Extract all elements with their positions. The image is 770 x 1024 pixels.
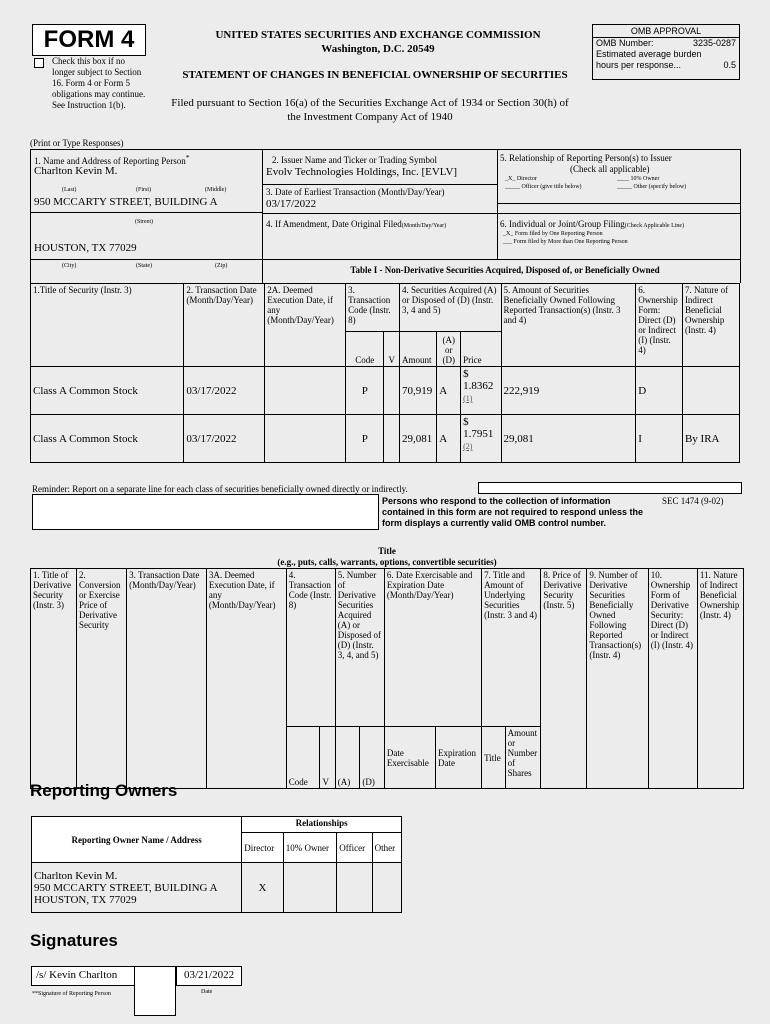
t1-r1-footnote[interactable]: (2) — [463, 442, 473, 451]
owners-director-col: Director — [242, 833, 283, 863]
omb-approval-box — [592, 24, 740, 80]
relationship-sub: (Check all applicable) — [570, 164, 650, 174]
notice-box — [32, 494, 379, 530]
t1-r1-code: P — [346, 415, 384, 463]
t1-r0-code: P — [346, 367, 384, 415]
owner-name: Charlton Kevin M. — [34, 869, 118, 882]
signature-spacer — [134, 966, 176, 1016]
table2-title-line: Title — [378, 546, 396, 556]
reporting-person-street: 950 MCCARTY STREET, BUILDING A — [34, 196, 218, 208]
omb-hours: 0.5 — [723, 60, 736, 70]
t1-r1-ad: A — [437, 415, 461, 463]
omb-number-label: OMB Number: — [596, 38, 654, 48]
state-label: (State) — [136, 263, 152, 269]
t1-h2a: 2A. Deemed Execution Date, if any (Month/Day/Year) — [265, 284, 346, 367]
owners-table — [31, 816, 402, 913]
t2-h6: 6. Date Exercisable and Expiration Date (Month/Day/Year) — [384, 569, 481, 727]
rel-director: _X_ Director — [505, 176, 537, 182]
t1-h3: 3. Transaction Code (Instr. 8) — [346, 284, 400, 332]
owners-officer-col: Officer — [337, 833, 372, 863]
relationship-label: 5. Relationship of Reporting Person(s) to Issuer — [500, 153, 672, 163]
t2-a: (A) — [335, 727, 360, 789]
agency-line2: Washington, D.C. 20549 — [321, 43, 435, 55]
owner-other-mark — [372, 863, 401, 913]
t2-exp: Expiration Date — [436, 727, 482, 789]
t1-r1-deemed — [265, 415, 346, 463]
table-row — [31, 367, 740, 415]
last-label: (Last) — [62, 187, 77, 193]
t2-date-ex: Date Exercisable — [384, 727, 435, 789]
t1-r1-amount: 29,081 — [399, 415, 436, 463]
t1-r0-price: $ 1.8362 (1) — [461, 367, 501, 415]
owner-addr1: 950 MCCARTY STREET, BUILDING A — [34, 881, 218, 894]
table-row — [32, 863, 402, 913]
table1-title: Table I - Non-Derivative Securities Acquired, Disposed of, or Beneficially Owned — [350, 265, 660, 275]
filed-pursuant — [145, 96, 595, 124]
t1-r1-v — [384, 415, 400, 463]
table1 — [30, 283, 740, 463]
t2-h8: 8. Price of Derivative Security (Instr. 5) — [541, 569, 587, 789]
statement-title: STATEMENT OF CHANGES IN BENEFICIAL OWNERSHIP OF SECURITIES — [182, 69, 568, 81]
owners-other-col: Other — [372, 833, 401, 863]
omb-number: 3235-0287 — [692, 38, 736, 48]
t1-h7: 7. Nature of Indirect Beneficial Ownership (Instr. 4) — [682, 284, 739, 367]
rel-officer: _____ Officer (give title below) — [505, 184, 582, 190]
t1-r0-ad: A — [437, 367, 461, 415]
t1-h4: 4. Securities Acquired (A) or Disposed of (D) (Instr. 3, 4 and 5) — [399, 284, 501, 332]
t1-r0-date: 03/17/2022 — [184, 367, 265, 415]
reporting-person-name: Charlton Kevin M. — [34, 165, 118, 177]
agency-title — [160, 28, 596, 56]
t2-code: Code — [286, 727, 320, 789]
t2-h9: 9. Number of Derivative Securities Beneficially Owned Following Reported Transaction(s) (Instr. 4) — [587, 569, 648, 789]
filed-line1: Filed pursuant to Section 16(a) of the Securities Exchange Act of 1934 or Section 30(h) of — [171, 97, 569, 109]
city-label: (City) — [62, 263, 77, 269]
zip-label: (Zip) — [215, 263, 228, 269]
sec-code: SEC 1474 (9-02) — [662, 496, 724, 506]
t1-h6: 6. Ownership Form: Direct (D) or Indirect (I) (Instr. 4) — [636, 284, 683, 367]
owners-ten-col: 10% Owner — [283, 833, 337, 863]
print-type: (Print or Type Responses) — [30, 138, 124, 148]
t1-r1-form: I — [636, 415, 683, 463]
date-label: Date — [201, 989, 213, 995]
owner-ten-mark — [283, 863, 337, 913]
t1-r0-owned: 222,919 — [501, 367, 636, 415]
t2-amount: Amount or Number of Shares — [505, 727, 541, 789]
no-longer-subject-checkbox[interactable] — [34, 58, 44, 68]
persons-notice: Persons who respond to the collection of information contained in this form are not required to respond unless the form displays a currently valid OMB control number. — [382, 496, 644, 528]
t2-h7: 7. Title and Amount of Underlying Securities (Instr. 3 and 4) — [482, 569, 541, 727]
agency-line1: UNITED STATES SECURITIES AND EXCHANGE COMMISSION — [215, 29, 541, 41]
reporting-person-city: HOUSTON, TX 77029 — [34, 242, 137, 254]
t1-h1: 1.Title of Security (Instr. 3) — [31, 284, 184, 367]
reporting-owners-heading: Reporting Owners — [30, 781, 178, 800]
t1-h2: 2. Transaction Date (Month/Day/Year) — [184, 284, 265, 367]
rel-owner: ____ 10% Owner — [617, 176, 660, 182]
middle-label: (Middle) — [205, 187, 227, 193]
t1-r0-nature — [682, 367, 739, 415]
t1-v: V — [384, 332, 400, 367]
owners-name-col: Reporting Owner Name / Address — [32, 817, 242, 863]
t1-r0-amount: 70,919 — [399, 367, 436, 415]
filing-one: _X_ Form filed by One Reporting Person — [503, 231, 603, 237]
t2-h10: 10. Ownership Form of Derivative Security: Direct (D) or Indirect (I) (Instr. 4) — [648, 569, 697, 789]
table2 — [30, 568, 744, 789]
issuer-label: 2. Issuer Name and Ticker or Trading Symbol — [272, 155, 437, 165]
signature-label: **Signature of Reporting Person — [32, 991, 111, 997]
filing-more: ___ Form filed by More than One Reporting Person — [503, 239, 628, 245]
t1-r1-date: 03/17/2022 — [184, 415, 265, 463]
t1-r1-owned: 29,081 — [501, 415, 636, 463]
t1-h5: 5. Amount of Securities Beneficially Owned Following Reported Transaction(s) (Instr. 3 and 4) — [501, 284, 636, 367]
t2-h5: 5. Number of Derivative Securities Acquired (A) or Disposed of (D) (Instr. 3, 4, and 5) — [335, 569, 384, 727]
reminder-box — [478, 482, 742, 494]
t2-h1: 1. Title of Derivative Security (Instr. 3) — [31, 569, 77, 789]
t2-d: (D) — [360, 727, 385, 789]
t2-v: V — [320, 727, 335, 789]
t1-price: Price — [461, 332, 501, 367]
signature-date: 03/21/2022 — [184, 969, 235, 981]
signature-value: /s/ Kevin Charlton — [36, 969, 118, 981]
table2-subtitle: (e.g., puts, calls, warrants, options, convertible securities) — [277, 557, 497, 567]
t2-h3a: 3A. Deemed Execution Date, if any (Month/Day/Year) — [206, 569, 286, 789]
first-label: (First) — [136, 187, 151, 193]
t1-code: Code — [346, 332, 384, 367]
t1-r1-nature: By IRA — [682, 415, 739, 463]
t2-h3: 3. Transaction Date (Month/Day/Year) — [127, 569, 207, 789]
rel-other: _____ Other (specify below) — [617, 184, 687, 190]
t1-r1-price: $ 1.7951 (2) — [461, 415, 501, 463]
earliest-value: 03/17/2022 — [266, 198, 317, 210]
owner-addr2: HOUSTON, TX 77029 — [34, 893, 137, 906]
t1-amount: Amount — [399, 332, 436, 367]
t1-r1-title: Class A Common Stock — [31, 415, 184, 463]
owners-relationships: Relationships — [242, 817, 402, 833]
t1-r0-deemed — [265, 367, 346, 415]
omb-hours-label: hours per response... — [596, 60, 682, 70]
table2-title — [30, 546, 744, 568]
t2-title: Title — [482, 727, 506, 789]
amendment-label: 4. If Amendment, Date Original Filed(Month/Day/Year) — [266, 219, 447, 229]
t1-r0-form: D — [636, 367, 683, 415]
owner-name-address — [32, 863, 242, 913]
t1-r0-v — [384, 367, 400, 415]
filing-label: 6. Individual or Joint/Group Filing(Check Applicable Line) — [500, 219, 685, 229]
issuer-value: Evolv Technologies Holdings, Inc. [EVLV] — [266, 166, 458, 178]
checkbox-text: Check this box if no longer subject to Section 16. Form 4 or Form 5 obligations may continue. See Instruction 1(b). — [52, 56, 146, 110]
table-row — [31, 415, 740, 463]
form-label: FORM 4 — [32, 24, 146, 56]
t2-h2: 2. Conversion or Exercise Price of Derivative Security — [77, 569, 127, 789]
earliest-label: 3. Date of Earliest Transaction (Month/Day/Year) — [266, 187, 445, 197]
omb-burden-label: Estimated average burden — [596, 49, 702, 59]
reminder-text: Reminder: Report on a separate line for each class of securities beneficially owned directly or indirectly. — [32, 484, 408, 494]
owner-officer-mark — [337, 863, 372, 913]
t2-h4: 4. Transaction Code (Instr. 8) — [286, 569, 335, 727]
signatures-heading: Signatures — [30, 931, 118, 950]
t1-r0-footnote[interactable]: (1) — [463, 394, 473, 403]
t2-h11: 11. Nature of Indirect Beneficial Ownership (Instr. 4) — [697, 569, 743, 789]
t1-aord: (A) or (D) — [437, 332, 461, 367]
t1-r0-title: Class A Common Stock — [31, 367, 184, 415]
box1-label: 1. Name and Address of Reporting Person* — [34, 153, 190, 166]
owner-director-mark: X — [242, 863, 283, 913]
omb-title: OMB APPROVAL — [593, 25, 739, 38]
filed-line2: the Investment Company Act of 1940 — [287, 111, 453, 123]
street-label: (Street) — [135, 219, 153, 225]
